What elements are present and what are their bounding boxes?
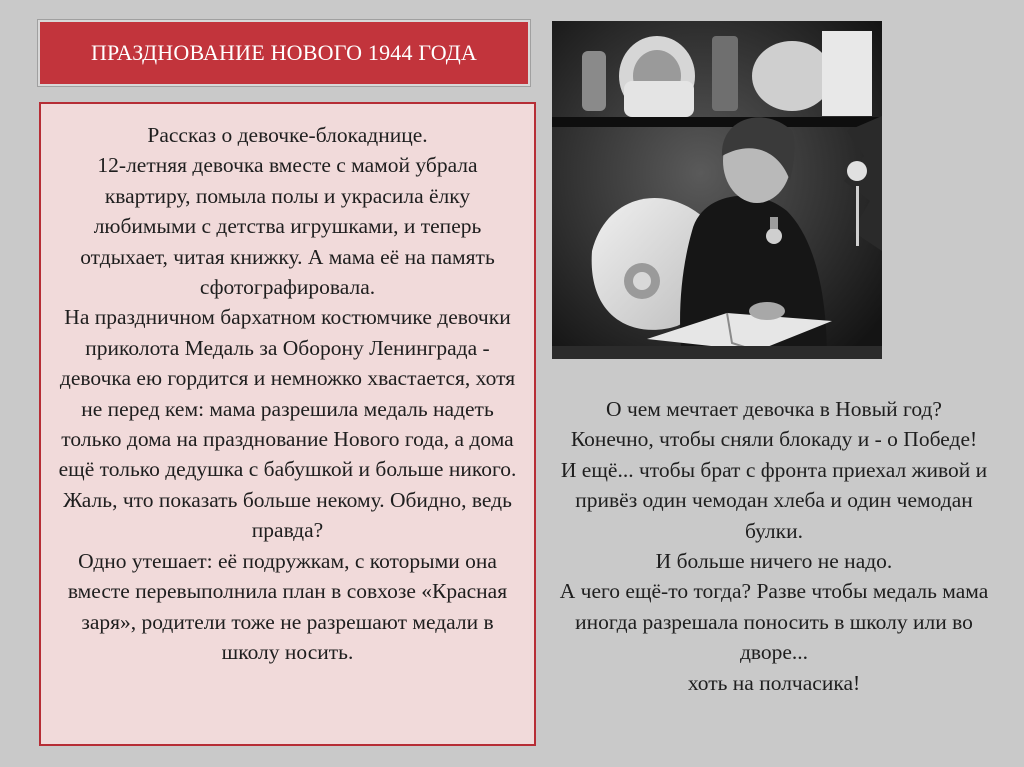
dream-paragraph-3: И больше ничего не надо.: [655, 549, 893, 574]
dream-paragraph-4: А чего ещё-то тогда? Разве чтобы медаль мама иногда разрешала поносить в школу или во дворе... хоть на полчасика!: [559, 579, 989, 695]
story-paragraph-2: На праздничном бархатном костюмчике девочки приколота Медаль за Оборону Ленинграда - девочка ею гордится и немножко хвастается, хотя не перед кем: мама разрешила медаль надеть только дома на празднование Нового года, а дома ещё только дедушка с бабушкой и больше никого. Жаль, что показать больше некому. Обидно, ведь правда?: [58, 305, 517, 543]
story-text: [55, 120, 520, 667]
slide-title-box: [38, 20, 530, 86]
slide-title: ПРАЗДНОВАНИЕ НОВОГО 1944 ГОДА: [90, 40, 478, 65]
historical-photo: [552, 21, 882, 359]
dream-text: [548, 394, 1000, 698]
story-paragraph-1: Рассказ о девочке-блокаднице. 12-летняя девочка вместе с мамой убрала квартиру, помыла полы и украсила ёлку любимыми с детства игрушками, и теперь отдыхает, читая книжку. А мама её на память сфотографировала.: [80, 123, 495, 300]
dream-paragraph-2: И ещё... чтобы брат с фронта приехал живой и привёз один чемодан хлеба и один чемодан булки.: [560, 457, 988, 543]
story-panel: [39, 102, 536, 746]
photo-girl-reading-icon: [552, 21, 882, 359]
dream-paragraph-1: О чем мечтает девочка в Новый год? Конечно, чтобы сняли блокаду и - о Победе!: [570, 397, 978, 452]
story-paragraph-3: Одно утешает: её подружкам, с которыми она вместе перевыполнила план в совхозе «Красная заря», родители тоже не разрешают медали в школу носить.: [67, 548, 508, 664]
